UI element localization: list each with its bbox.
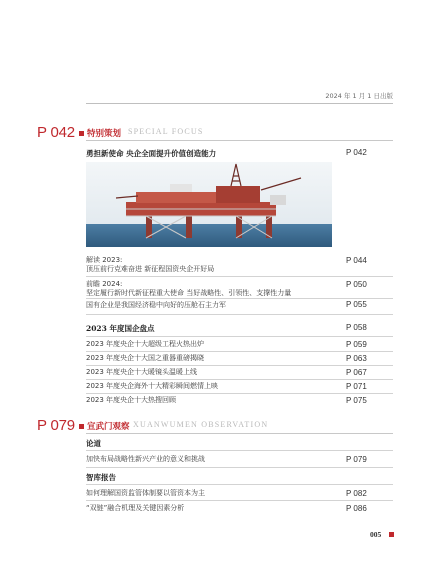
page-number: 005 (370, 530, 382, 539)
feature-page: P 042 (346, 148, 367, 157)
section-marker-square (79, 131, 84, 136)
toc-item-page: P 082 (346, 489, 367, 498)
toc-item-overseas-moments[interactable]: 2023 年度央企海外十大精彩瞬间燃情上映 (86, 382, 219, 390)
toc-item-super-projects[interactable]: 2023 年度央企十大超级工程火热出炉 (86, 340, 205, 348)
section-xuanwumen-title: 宣武门观察 (87, 422, 130, 432)
toc-item-page: P 050 (346, 280, 367, 289)
toc-item-page: P 059 (346, 340, 367, 349)
review-heading: 2023 年度国企盘点 (86, 324, 155, 333)
toc-rule (86, 365, 393, 366)
offshore-platform-photo (86, 162, 332, 247)
section-marker-square (79, 424, 84, 429)
group-heading-think-tank: 智库报告 (86, 473, 116, 482)
section-rule (86, 140, 393, 141)
toc-item-page: P 086 (346, 504, 367, 513)
toc-item-line2: 顶压前行克难奋进 新征程国资央企开好局 (86, 265, 215, 273)
toc-rule (86, 351, 393, 352)
toc-item-page: P 079 (346, 455, 367, 464)
page-number-marker (389, 532, 394, 537)
toc-rule (86, 484, 393, 485)
section-xuanwumen-title-en: XUANWUMEN OBSERVATION (133, 420, 269, 429)
toc-rule (86, 276, 393, 277)
toc-rule (86, 336, 393, 337)
toc-item-line1: 前瞻 2024: (86, 280, 123, 288)
toc-item-warm-shots[interactable]: 2023 年度央企十大暖镜头温暖上线 (86, 368, 198, 376)
toc-item-emerging-industries[interactable]: 加快布局战略性新兴产业的意义和挑战 (86, 455, 205, 463)
toc-item-page: P 055 (346, 300, 367, 309)
toc-rule (86, 393, 393, 394)
toc-rule (86, 379, 393, 380)
toc-item-capital-supervision[interactable]: 如何理解国资监管体制要以管资本为主 (86, 489, 205, 497)
section-special-focus-title: 特别策划 (87, 129, 122, 139)
toc-item-page: P 044 (346, 256, 367, 265)
toc-item-interpretation-2023[interactable] (86, 256, 336, 274)
toc-item-page: P 067 (346, 368, 367, 377)
review-page: P 058 (346, 323, 367, 332)
feature-title: 勇担新使命 央企全面提升价值创造能力 (86, 149, 217, 158)
toc-item-page: P 071 (346, 382, 367, 391)
toc-item-national-treasures[interactable]: 2023 年度央企十大国之重器重磅揭晓 (86, 354, 205, 362)
toc-item-page: P 063 (346, 354, 367, 363)
toc-rule (86, 314, 393, 315)
header-rule (86, 103, 393, 104)
section-special-focus-title-en: SPECIAL FOCUS (128, 127, 204, 136)
publication-date: 2024 年 1 月 1 日出版 (325, 92, 393, 100)
toc-rule (86, 298, 393, 299)
toc-item-hot-searches[interactable]: 2023 年度央企十大热搜回顾 (86, 396, 177, 404)
toc-item-page: P 075 (346, 396, 367, 405)
section-special-focus-page: P 042 (37, 124, 75, 141)
toc-item-dual-chain[interactable]: “双链”融合机理及关键因素分析 (86, 504, 185, 512)
toc-item-outlook-2024[interactable] (86, 280, 336, 298)
toc-rule (86, 450, 393, 451)
section-rule (86, 433, 393, 434)
group-heading-lundao: 论道 (86, 439, 101, 448)
toc-rule (86, 500, 393, 501)
toc-item-ballast-stone[interactable]: 国有企业是我国经济稳中向好的压舱石主力军 (86, 301, 226, 309)
toc-item-line1: 解读 2023: (86, 256, 123, 264)
toc-rule (86, 467, 393, 468)
toc-item-line2: 坚定履行新时代新征程重大使命 当好战略性、引领性、支撑性力量 (86, 289, 292, 297)
section-xuanwumen-page: P 079 (37, 417, 75, 434)
